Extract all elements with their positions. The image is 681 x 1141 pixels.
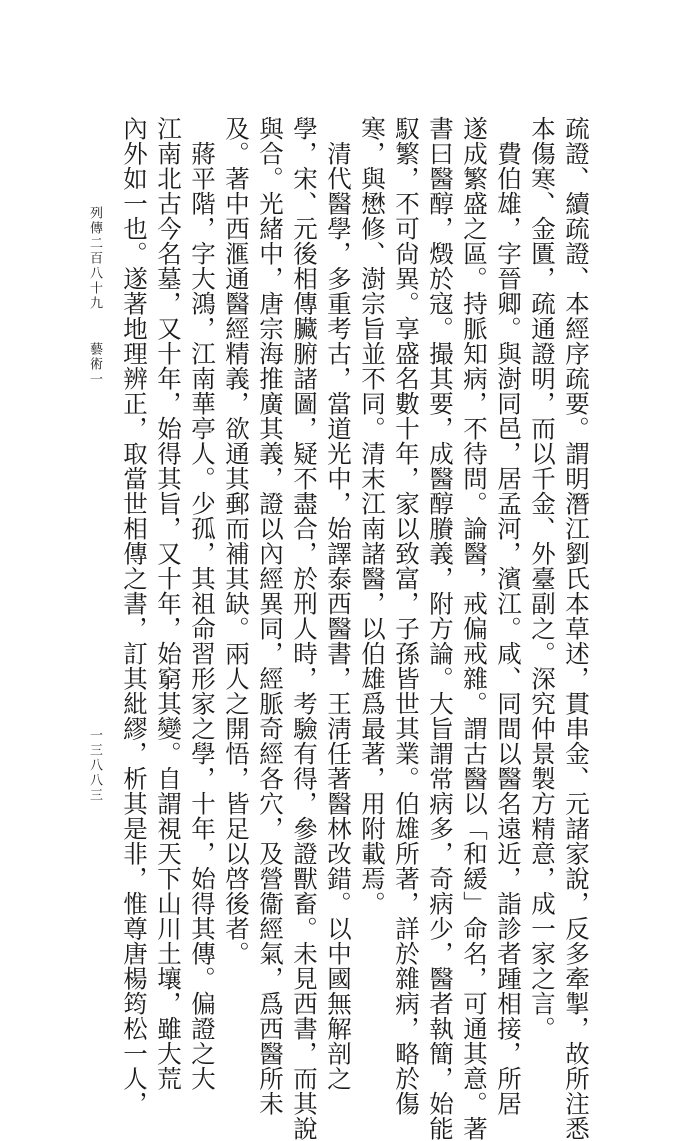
text-column-13: 蔣平階，字大鴻，江南華亭人。少孤，其祖命習形家之學，十年，始得其傳。偏證之大 xyxy=(188,116,217,1091)
text-column-4: 遂成繁盛之區。持脈知病，不待問。論醫，戒偏戒雜。謂古醫以「和緩」命名，可通其意。著 xyxy=(460,116,489,1141)
text-column-7: 寒，與懋修、澍宗旨並不同。清末江南諸醫，以伯雄爲最著，用附載焉。 xyxy=(358,116,387,916)
text-column-14: 江南北古今名墓，又十年，始得其旨，又十年，始窮其變。自謂視天下山川土壤，雖大荒 xyxy=(154,116,183,1091)
page-number: 一三八八三 xyxy=(87,728,102,803)
text-column-9: 學，宋、元後相傳臟腑諸圖，疑不盡合，於刑人時，考驗有得，參證獸畜。未見西書，而其說 xyxy=(290,116,319,1141)
text-column-10: 與合。光緒中，唐宗海推廣其義，證以內經異同，經脈奇經各穴，及營衞經氣，爲西醫所未 xyxy=(256,116,285,1116)
text-column-5: 書曰醫醇，燬於寇。撮其要，成醫醇賸義，附方論。大旨謂常病多，奇病少，醫者執簡，始能 xyxy=(426,116,455,1141)
running-head-chapter: 藝術一 xyxy=(87,342,102,387)
text-column-1: 疏證、續疏證、本經序疏要。謂明潛江劉氏本草述，貫串金、元諸家說，反多牽掣，故所注悉 xyxy=(562,116,591,1141)
text-column-3: 費伯雄，字晉卿。與澍同邑，居孟河，濱江。咸、同間以醫名遠近，詣診者踵相接，所居 xyxy=(494,116,523,1116)
text-column-8: 清代醫學，多重考古，當道光中，始譯泰西醫書，王淸任著醫林改錯。以中國無解剖之 xyxy=(324,116,353,1091)
text-column-2: 本傷寒、金匱，疏通證明，而以千金、外臺副之。深究仲景製方精意，成一家之言。 xyxy=(528,116,557,1041)
text-column-6: 馭繁，不可尙異。享盛名數十年，家以致富，子孫皆世其業。伯雄所著，詳於雜病，略於傷 xyxy=(392,116,421,1116)
running-head-section: 列傳二百八十九 xyxy=(87,206,102,311)
text-column-15: 內外如一也。遂著地理辨正，取當世相傳之書，訂其紕繆，析其是非，惟尊唐楊筠松一人， xyxy=(120,116,149,1116)
text-column-11: 及。著中西滙通醫經精義，欲通其郵而補其缺。兩人之開悟，皆足以啓後者。 xyxy=(222,116,251,966)
